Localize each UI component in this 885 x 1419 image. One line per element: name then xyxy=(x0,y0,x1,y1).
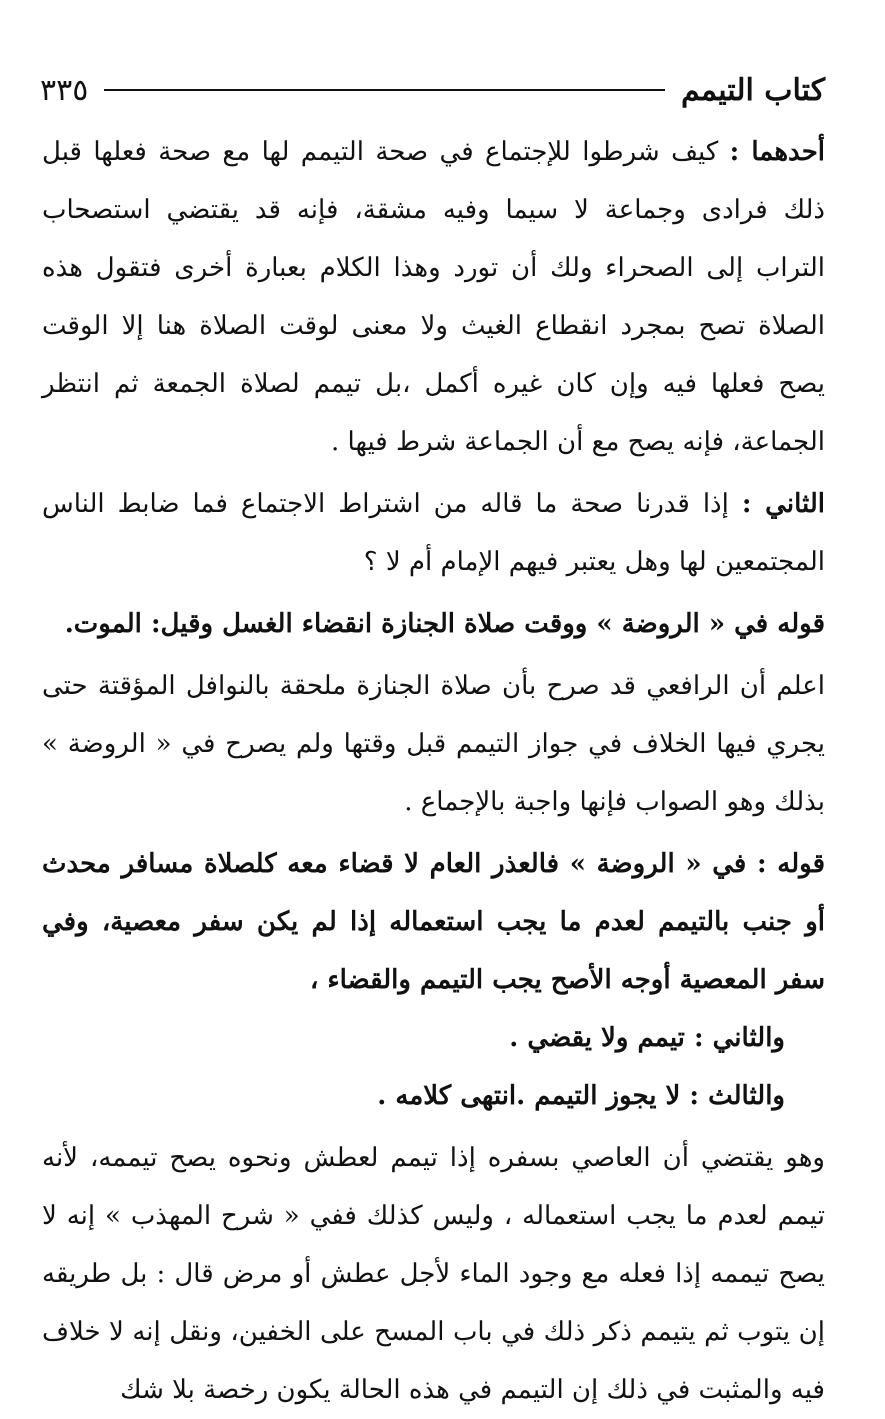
quoted-statement-travel: قوله : في « الروضة » فالعذر العام لا قضاء معه كلصلاة مسافر محدث أو جنب بالتيمم لعدم ما يجب استعماله إذا لم يكن سفر معصية، وفي سفر المعصية أوجه الأصح يجب التيمم والقضاء ، xyxy=(42,849,825,995)
page-header xyxy=(40,70,825,110)
paragraph-commentary-janazah: اعلم أن الرافعي قد صرح بأن صلاة الجنازة ملحقة بالنوافل المؤقتة حتى يجري فيها الخلاف في جواز التيمم قبل وقتها ولم يصرح في « الروضة » بذلك وهو الصواب فإنها واجبة بالإجماع . xyxy=(42,671,825,817)
chapter-title: كتاب التيمم xyxy=(680,72,825,108)
quoted-second-opinion: والثاني : تيمم ولا يقضي . xyxy=(509,1023,785,1053)
page-body xyxy=(42,123,825,1419)
quoted-third-opinion: والثالث : لا يجوز التيمم .انتهى كلامه . xyxy=(377,1081,785,1111)
paragraph-commentary-travel: وهو يقتضي أن العاصي بسفره إذا تيمم لعطش ونحوه يصح تيممه، لأنه تيمم لعدم ما يجب استعماله ، وليس كذلك ففي « شرح المهذب » إنه لا يصح تيممه إذا فعله مع وجود الماء لأجل عطش أو مرض قال : بل طريقه إن يتوب ثم يتيمم ذكر ذلك في باب المسح على الخفين، ونقل إنه لا خلاف فيه والمثبت في ذلك إن التيمم في هذه الحالة يكون رخصة بلا شك xyxy=(42,1143,825,1405)
paragraph-text: كيف شرطوا للإجتماع في صحة التيمم لها مع صحة فعلها قبل ذلك فرادى وجماعة لا سيما وفيه مشقة، فإنه قد يقتضي استصحاب التراب إلى الصحراء ولك أن تورد وهذا الكلام بعبارة أخرى فتقول هذه الصلاة تصح بمجرد انقطاع الغيث ولا معنى لوقت الصلاة هنا إلا الوقت يصح فعلها فيه وإن كان غيره أكمل ،بل تيمم لصلاة الجمعة ثم انتظر الجماعة، فإنه يصح مع أن الجماعة شرط فيها . xyxy=(42,137,825,457)
page-number: ٣٣٥ xyxy=(40,72,89,108)
quoted-statement-janazah: قوله في « الروضة » ووقت صلاة الجنازة انقضاء الغسل وقيل: الموت. xyxy=(64,609,825,639)
paragraph-lead: أحدهما : xyxy=(729,137,825,167)
paragraph-text: إذا قدرنا صحة ما قاله من اشتراط الاجتماع فما ضابط الناس المجتمعين لها وهل يعتبر فيهم الإمام أم لا ؟ xyxy=(42,489,825,577)
paragraph-lead: الثاني : xyxy=(741,489,825,519)
header-rule xyxy=(104,89,665,91)
paragraph-second-issue xyxy=(42,475,825,591)
paragraph-first-issue xyxy=(42,123,825,471)
